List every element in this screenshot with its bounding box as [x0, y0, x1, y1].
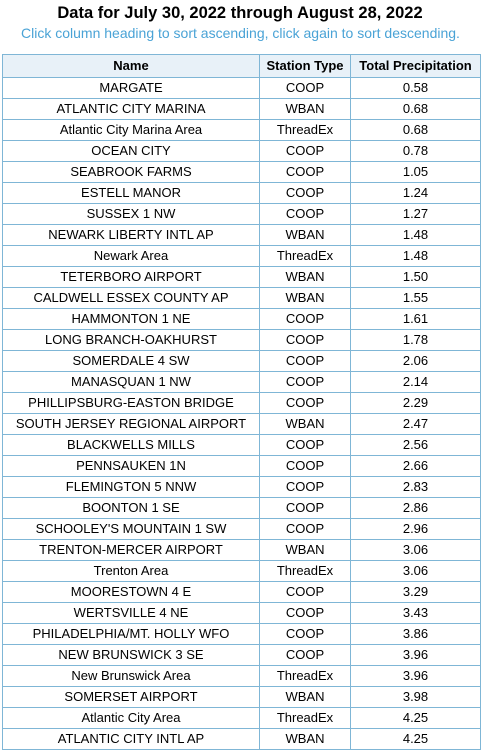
- station-name-cell: TETERBORO AIRPORT: [3, 267, 260, 288]
- station-name-cell: NEWARK LIBERTY INTL AP: [3, 225, 260, 246]
- table-row: [3, 561, 481, 582]
- column-heading-total-precipitation[interactable]: Total Precipitation: [351, 55, 481, 78]
- station-name-cell: Newark Area: [3, 246, 260, 267]
- total-precipitation-cell: 1.05: [351, 162, 481, 183]
- total-precipitation-cell: 4.25: [351, 708, 481, 729]
- station-type-cell: WBAN: [260, 729, 351, 750]
- station-type-cell: COOP: [260, 393, 351, 414]
- station-name-cell: CALDWELL ESSEX COUNTY AP: [3, 288, 260, 309]
- page-title: Data for July 30, 2022 through August 28, 2022: [57, 4, 423, 22]
- table-row: [3, 372, 481, 393]
- station-type-cell: COOP: [260, 519, 351, 540]
- total-precipitation-cell: 2.56: [351, 435, 481, 456]
- station-type-cell: ThreadEx: [260, 561, 351, 582]
- station-name-cell: SEABROOK FARMS: [3, 162, 260, 183]
- total-precipitation-cell: 2.29: [351, 393, 481, 414]
- station-name-cell: MANASQUAN 1 NW: [3, 372, 260, 393]
- table-row: [3, 498, 481, 519]
- station-type-cell: COOP: [260, 78, 351, 99]
- total-precipitation-cell: 1.78: [351, 330, 481, 351]
- table-row: [3, 666, 481, 687]
- total-precipitation-cell: 2.96: [351, 519, 481, 540]
- table-row: [3, 645, 481, 666]
- total-precipitation-cell: 3.06: [351, 561, 481, 582]
- table-row: [3, 183, 481, 204]
- total-precipitation-cell: 3.96: [351, 666, 481, 687]
- table-header-row: [3, 55, 481, 78]
- station-type-cell: COOP: [260, 162, 351, 183]
- station-name-cell: Trenton Area: [3, 561, 260, 582]
- table-row: [3, 267, 481, 288]
- station-type-cell: COOP: [260, 582, 351, 603]
- station-type-cell: WBAN: [260, 99, 351, 120]
- table-row: [3, 162, 481, 183]
- station-type-cell: WBAN: [260, 687, 351, 708]
- table-row: [3, 78, 481, 99]
- station-type-cell: COOP: [260, 351, 351, 372]
- station-name-cell: SCHOOLEY'S MOUNTAIN 1 SW: [3, 519, 260, 540]
- total-precipitation-cell: 3.06: [351, 540, 481, 561]
- station-name-cell: ATLANTIC CITY INTL AP: [3, 729, 260, 750]
- station-type-cell: COOP: [260, 603, 351, 624]
- table-row: [3, 330, 481, 351]
- station-type-cell: ThreadEx: [260, 708, 351, 729]
- station-name-cell: LONG BRANCH-OAKHURST: [3, 330, 260, 351]
- station-name-cell: MOORESTOWN 4 E: [3, 582, 260, 603]
- station-type-cell: COOP: [260, 498, 351, 519]
- total-precipitation-cell: 2.66: [351, 456, 481, 477]
- station-name-cell: PHILADELPHIA/MT. HOLLY WFO: [3, 624, 260, 645]
- station-name-cell: BLACKWELLS MILLS: [3, 435, 260, 456]
- table-row: [3, 624, 481, 645]
- station-type-cell: COOP: [260, 645, 351, 666]
- station-name-cell: Atlantic City Area: [3, 708, 260, 729]
- station-name-cell: SOMERDALE 4 SW: [3, 351, 260, 372]
- total-precipitation-cell: 3.29: [351, 582, 481, 603]
- table-row: [3, 603, 481, 624]
- table-row: [3, 414, 481, 435]
- station-type-cell: COOP: [260, 204, 351, 225]
- total-precipitation-cell: 0.68: [351, 99, 481, 120]
- station-name-cell: NEW BRUNSWICK 3 SE: [3, 645, 260, 666]
- station-name-cell: MARGATE: [3, 78, 260, 99]
- total-precipitation-cell: 1.50: [351, 267, 481, 288]
- total-precipitation-cell: 2.06: [351, 351, 481, 372]
- station-type-cell: WBAN: [260, 288, 351, 309]
- station-type-cell: COOP: [260, 624, 351, 645]
- station-type-cell: WBAN: [260, 267, 351, 288]
- total-precipitation-cell: 2.86: [351, 498, 481, 519]
- column-heading-station-type[interactable]: Station Type: [260, 55, 351, 78]
- table-row: [3, 120, 481, 141]
- total-precipitation-cell: 1.48: [351, 225, 481, 246]
- table-row: [3, 729, 481, 750]
- table-row: [3, 708, 481, 729]
- total-precipitation-cell: 4.25: [351, 729, 481, 750]
- table-row: [3, 246, 481, 267]
- station-name-cell: ESTELL MANOR: [3, 183, 260, 204]
- station-name-cell: BOONTON 1 SE: [3, 498, 260, 519]
- table-row: [3, 519, 481, 540]
- station-name-cell: PENNSAUKEN 1N: [3, 456, 260, 477]
- table-row: [3, 351, 481, 372]
- total-precipitation-cell: 3.43: [351, 603, 481, 624]
- table-row: [3, 204, 481, 225]
- station-type-cell: COOP: [260, 456, 351, 477]
- station-type-cell: COOP: [260, 372, 351, 393]
- table-row: [3, 582, 481, 603]
- station-type-cell: ThreadEx: [260, 120, 351, 141]
- total-precipitation-cell: 1.55: [351, 288, 481, 309]
- station-name-cell: OCEAN CITY: [3, 141, 260, 162]
- station-type-cell: COOP: [260, 330, 351, 351]
- total-precipitation-cell: 1.27: [351, 204, 481, 225]
- station-type-cell: ThreadEx: [260, 246, 351, 267]
- station-type-cell: COOP: [260, 309, 351, 330]
- station-name-cell: SOUTH JERSEY REGIONAL AIRPORT: [3, 414, 260, 435]
- station-name-cell: SOMERSET AIRPORT: [3, 687, 260, 708]
- station-name-cell: WERTSVILLE 4 NE: [3, 603, 260, 624]
- table-row: [3, 393, 481, 414]
- table-row: [3, 309, 481, 330]
- table-row: [3, 141, 481, 162]
- station-type-cell: WBAN: [260, 414, 351, 435]
- station-type-cell: ThreadEx: [260, 666, 351, 687]
- station-type-cell: COOP: [260, 477, 351, 498]
- station-type-cell: COOP: [260, 183, 351, 204]
- station-name-cell: TRENTON-MERCER AIRPORT: [3, 540, 260, 561]
- table-row: [3, 99, 481, 120]
- total-precipitation-cell: 2.14: [351, 372, 481, 393]
- station-name-cell: FLEMINGTON 5 NNW: [3, 477, 260, 498]
- station-name-cell: Atlantic City Marina Area: [3, 120, 260, 141]
- station-type-cell: COOP: [260, 435, 351, 456]
- total-precipitation-cell: 2.47: [351, 414, 481, 435]
- total-precipitation-cell: 0.58: [351, 78, 481, 99]
- table-row: [3, 288, 481, 309]
- total-precipitation-cell: 0.78: [351, 141, 481, 162]
- total-precipitation-cell: 3.98: [351, 687, 481, 708]
- total-precipitation-cell: 0.68: [351, 120, 481, 141]
- table-row: [3, 687, 481, 708]
- station-type-cell: COOP: [260, 141, 351, 162]
- station-name-cell: HAMMONTON 1 NE: [3, 309, 260, 330]
- station-name-cell: PHILLIPSBURG-EASTON BRIDGE: [3, 393, 260, 414]
- station-name-cell: New Brunswick Area: [3, 666, 260, 687]
- table-row: [3, 540, 481, 561]
- total-precipitation-cell: 1.61: [351, 309, 481, 330]
- total-precipitation-cell: 1.48: [351, 246, 481, 267]
- station-type-cell: WBAN: [260, 225, 351, 246]
- station-name-cell: ATLANTIC CITY MARINA: [3, 99, 260, 120]
- table-body: [3, 78, 481, 750]
- table-row: [3, 477, 481, 498]
- total-precipitation-cell: 1.24: [351, 183, 481, 204]
- precipitation-table: [2, 54, 481, 750]
- column-heading-name[interactable]: Name: [3, 55, 260, 78]
- table-row: [3, 435, 481, 456]
- total-precipitation-cell: 3.86: [351, 624, 481, 645]
- station-name-cell: SUSSEX 1 NW: [3, 204, 260, 225]
- total-precipitation-cell: 2.83: [351, 477, 481, 498]
- sort-instructions: Click column heading to sort ascending, click again to sort descending.: [21, 25, 460, 41]
- total-precipitation-cell: 3.96: [351, 645, 481, 666]
- table-row: [3, 225, 481, 246]
- table-row: [3, 456, 481, 477]
- station-type-cell: WBAN: [260, 540, 351, 561]
